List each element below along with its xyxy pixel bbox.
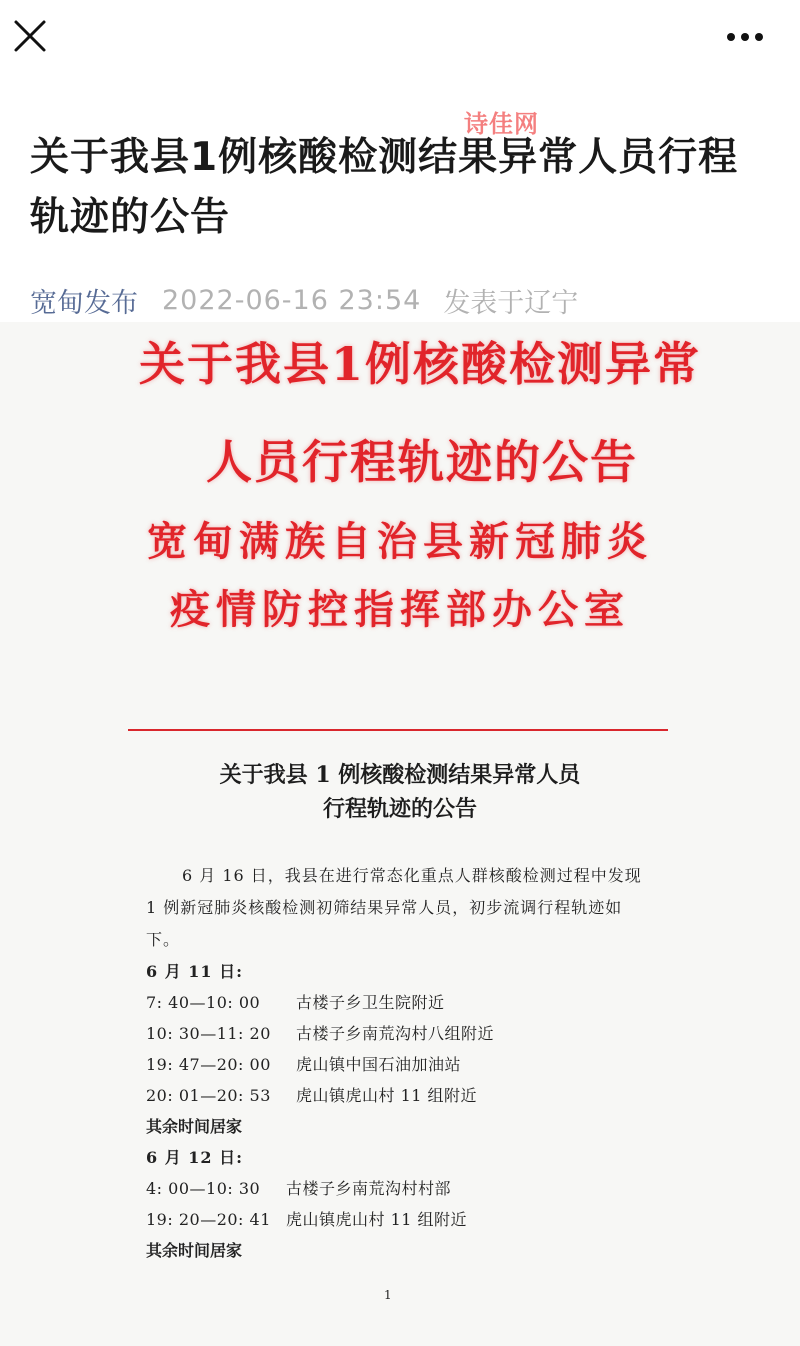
article-meta [30, 280, 578, 320]
issuer-line1: 宽甸满族自治县新冠肺炎 [147, 518, 653, 565]
itinerary-place: 古楼子乡南荒沟村八组附近 [296, 1024, 495, 1043]
site-watermark: 诗佳网 [464, 110, 539, 138]
more-options-button[interactable] [716, 20, 774, 54]
itinerary-row [146, 987, 646, 1018]
red-heading-line1: 关于我县1例核酸检测异常 [138, 337, 701, 391]
itinerary-row [146, 1049, 646, 1080]
author-link[interactable]: 宽甸发布 [30, 287, 138, 319]
itinerary-place: 古楼子乡南荒沟村村部 [286, 1179, 452, 1198]
notice-title-line2: 行程轨迹的公告 [322, 796, 477, 822]
publish-datetime: 2022-06-16 23:54 [162, 284, 422, 316]
notice-title-line1: 关于我县 1 例核酸检测结果异常人员 [219, 762, 581, 788]
itinerary-time: 19: 47—20: 00 [146, 1055, 271, 1074]
itinerary-row [146, 1080, 646, 1111]
top-bar [0, 0, 800, 80]
red-divider [128, 729, 668, 731]
red-heading-line2: 人员行程轨迹的公告 [206, 435, 638, 489]
itinerary-time: 10: 30—11: 20 [146, 1024, 271, 1043]
itinerary-place: 虎山镇虎山村 11 组附近 [296, 1086, 478, 1105]
itinerary-place: 虎山镇中国石油加油站 [296, 1055, 462, 1074]
issuer-line2: 疫情防控指挥部办公室 [170, 586, 630, 633]
notice-document-image [0, 322, 800, 1346]
rest-of-time-note: 其余时间居家 [146, 1117, 243, 1136]
itinerary-place: 虎山镇虎山村 11 组附近 [286, 1210, 468, 1229]
itinerary-row [146, 1018, 646, 1049]
itinerary-time: 19: 20—20: 41 [146, 1210, 271, 1229]
itinerary-time: 4: 00—10: 30 [146, 1179, 261, 1198]
day-label: 6 月 11 日: [146, 962, 244, 981]
publish-location: 发表于辽宁 [443, 287, 579, 319]
itinerary-time: 20: 01—20: 53 [146, 1086, 271, 1105]
close-button[interactable] [10, 16, 50, 56]
article-title: 关于我县1例核酸检测结果异常人员行程轨迹的公告 [30, 135, 739, 240]
itinerary-place: 古楼子乡卫生院附近 [296, 993, 445, 1012]
itinerary-row [146, 1204, 646, 1235]
day-label: 6 月 12 日: [146, 1148, 244, 1167]
notice-body [146, 860, 646, 1266]
page-number: 1 [384, 1288, 392, 1302]
intro-paragraph: 6 月 16 日，我县在进行常态化重点人群核酸检测过程中发现 1 例新冠肺炎核酸检测初筛结果异常人员，初步流调行程轨迹如下。 [146, 866, 642, 949]
close-icon [10, 16, 50, 56]
itinerary-time: 7: 40—10: 00 [146, 993, 261, 1012]
rest-of-time-note: 其余时间居家 [146, 1241, 243, 1260]
itinerary-row [146, 1173, 646, 1204]
more-dots-icon [716, 20, 774, 54]
